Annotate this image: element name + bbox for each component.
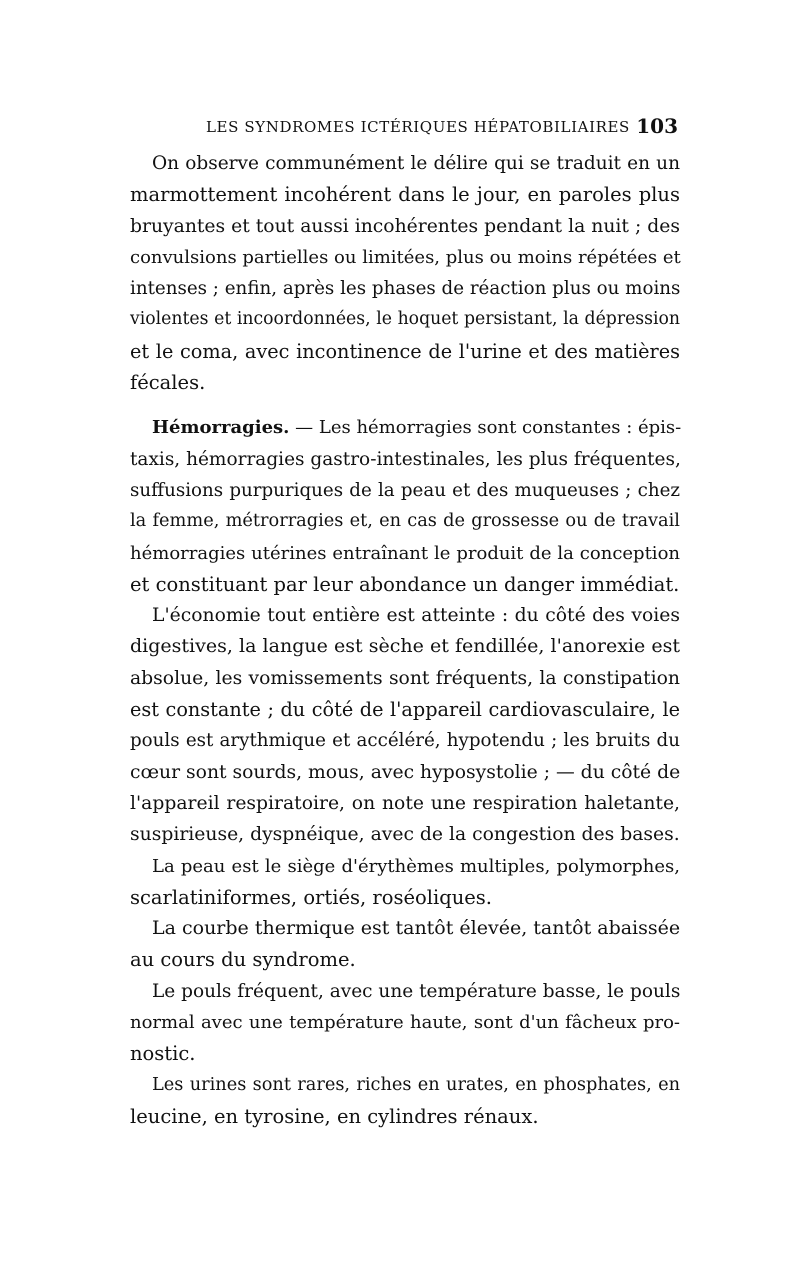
section-heading: Hémorragies.: [152, 417, 290, 439]
text-run: — Les hémorragies sont constantes : épis-: [295, 417, 682, 439]
text-line: la femme, métrorragies et, en cas de grossesse ou de travail: [130, 511, 680, 532]
text-line: l'appareil respiratoire, on note une respiration haletante,: [130, 792, 680, 814]
text-line: intenses ; enfin, après les phases de réaction plus ou moins: [130, 278, 681, 300]
paragraph: [130, 851, 680, 914]
paragraph: [130, 1070, 680, 1133]
text-line: au cours du syndrome.: [130, 948, 356, 972]
text-line: pouls est arythmique et accéléré, hypotendu ; les bruits du: [130, 730, 680, 752]
text-line: digestives, la langue est sèche et fendillée, l'anorexie est: [130, 635, 680, 658]
paragraph: [130, 148, 680, 398]
text-line: Le pouls fréquent, avec une température basse, le pouls: [152, 980, 681, 1002]
paragraph-gap: [130, 398, 680, 412]
text-line: cœur sont sourds, mous, avec hyposystolie ; — du côté de: [130, 761, 681, 783]
text-line: La peau est le siège d'érythèmes multiples, polymorphes,: [152, 855, 680, 877]
text-line: La courbe thermique est tantôt élevée, tantôt abaissée: [152, 917, 681, 940]
text-line: violentes et incoordonnées, le hoquet persistant, la dépression: [130, 309, 680, 330]
text-line: fécales.: [130, 371, 206, 395]
text-line: marmottement incohérent dans le jour, en paroles plus: [130, 183, 680, 207]
paragraph: [130, 600, 680, 850]
text-line: absolue, les vomissements sont fréquents, la constipation: [130, 667, 680, 689]
text-line: leucine, en tyrosine, en cylindres rénaux.: [130, 1104, 539, 1128]
paragraph: [130, 976, 680, 1070]
text-line: hémorragies utérines entraînant le produit de la conception: [130, 542, 680, 564]
paragraph: [130, 913, 680, 976]
paragraph: [130, 412, 680, 600]
text-line: normal avec une température haute, sont d'un fâcheux pro-: [130, 1012, 680, 1034]
text-line: scarlatiniformes, ortiés, roséoliques.: [130, 885, 493, 909]
text-line: bruyantes et tout aussi incohérentes pendant la nuit ; des: [130, 215, 680, 237]
page-number: 103: [636, 114, 678, 138]
text-line: suffusions purpuriques de la peau et des muqueuses ; chez: [130, 479, 680, 501]
body-text: [130, 148, 680, 1132]
text-line: suspirieuse, dyspnéique, avec de la congestion des bases.: [130, 824, 680, 846]
text-line: est constante ; du côté de l'appareil cardiovasculaire, le: [130, 698, 680, 722]
text-line: convulsions partielles ou limitées, plus ou moins répétées et: [130, 246, 681, 268]
running-title: LES SYNDROMES ICTÉRIQUES HÉPATOBILIAIRES: [206, 118, 630, 136]
text-line: nostic.: [130, 1042, 196, 1066]
text-line: et constituant par leur abondance un danger immédiat.: [130, 572, 680, 596]
text-line: On observe communément le délire qui se traduit en un: [152, 153, 680, 174]
text-line: [130, 412, 680, 443]
running-head: [130, 114, 680, 140]
text-line: et le coma, avec incontinence de l'urine et des matières: [130, 339, 680, 363]
text-line: L'économie tout entière est atteinte : du côté des voies: [152, 605, 680, 627]
text-line: Les urines sont rares, riches en urates, en phosphates, en: [152, 1074, 680, 1095]
text-line: taxis, hémorragies gastro-intestinales, les plus fréquentes,: [130, 448, 681, 470]
